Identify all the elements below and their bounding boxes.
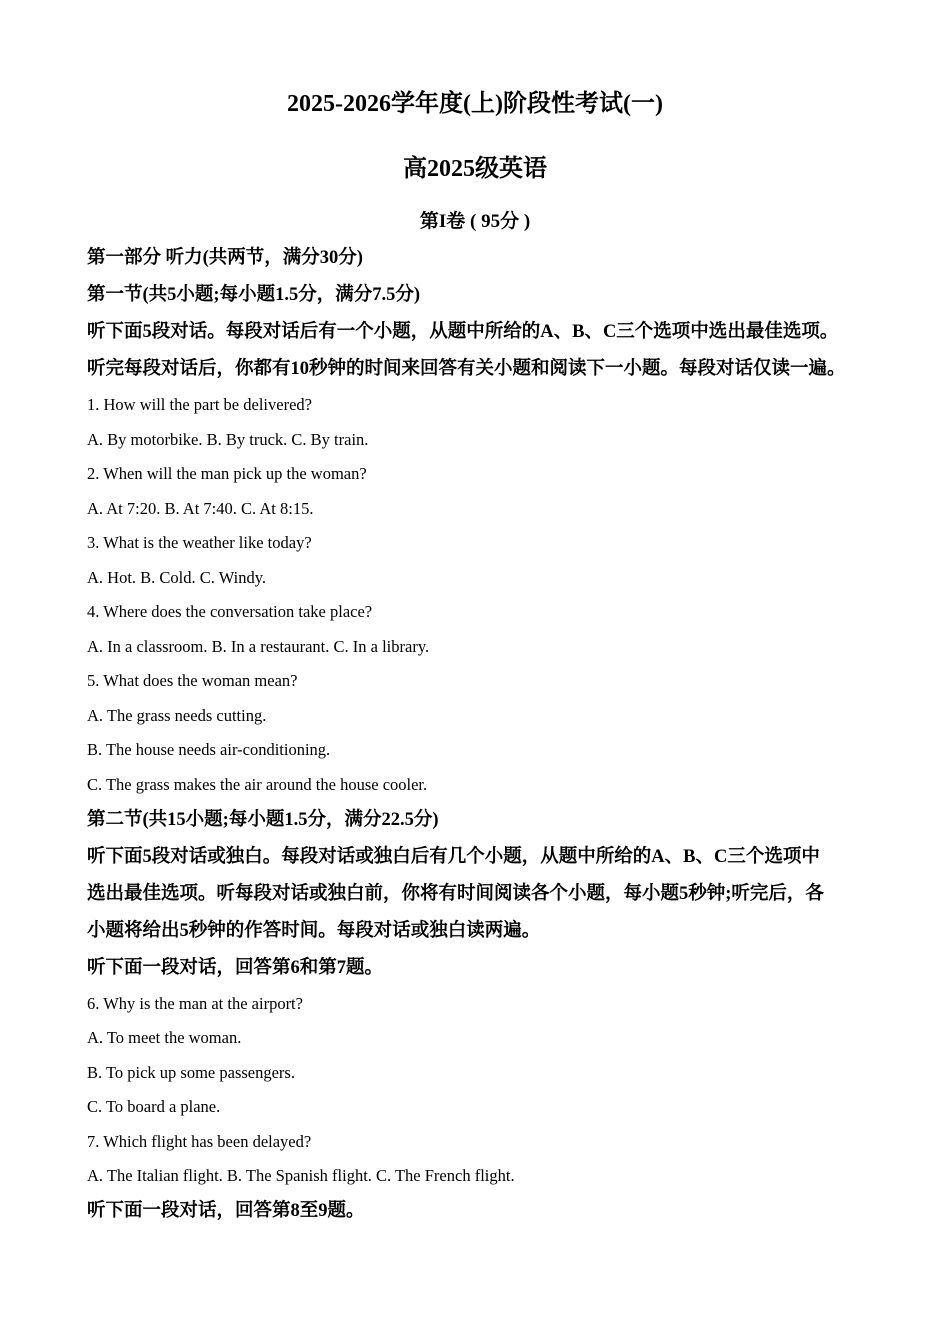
question-4: 4. Where does the conversation take place? (87, 602, 373, 621)
section1-instructions-line: 听完每段对话后，你都有10秒钟的时间来回答有关小题和阅读下一小题。每段对话仅读一遍。 (87, 359, 846, 379)
question-6-option-b: B. To pick up some passengers. (87, 1063, 295, 1082)
course-title: 高2025级英语 (403, 156, 547, 182)
question-4-options: A. In a classroom. B. In a restaurant. C. In a library. (87, 637, 430, 656)
question-3-options: A. Hot. B. Cold. C. Windy. (87, 568, 267, 587)
question-6-option-a: A. To meet the woman. (87, 1028, 242, 1047)
group-1-prompt: 听下面一段对话，回答第6和第7题。 (87, 958, 384, 978)
group-2-prompt: 听下面一段对话，回答第8至9题。 (87, 1201, 365, 1221)
question-3: 3. What is the weather like today? (87, 533, 312, 552)
part1-heading: 第一部分 听力(共两节，满分30分) (87, 248, 363, 268)
volume-title: 第I卷 ( 95分 ) (419, 211, 531, 232)
section2-instructions-line: 小题将给出5秒钟的作答时间。每段对话或独白读两遍。 (87, 921, 541, 941)
section1-heading: 第一节(共5小题;每小题1.5分，满分7.5分) (87, 285, 420, 305)
question-2-options: A. At 7:20. B. At 7:40. C. At 8:15. (87, 499, 314, 518)
section2-instructions-line: 听下面5段对话或独白。每段对话或独白后有几个小题，从题中所给的A、B、C三个选项中 (87, 847, 820, 867)
exam-title: 2025-2026学年度(上)阶段性考试(一) (287, 91, 663, 117)
question-5-option-c: C. The grass makes the air around the house cooler. (87, 775, 428, 794)
section1-instructions-line: 听下面5段对话。每段对话后有一个小题，从题中所给的A、B、C三个选项中选出最佳选项。 (87, 322, 839, 342)
question-5: 5. What does the woman mean? (87, 671, 298, 690)
question-5-option-b: B. The house needs air-conditioning. (87, 740, 331, 759)
question-7: 7. Which flight has been delayed? (87, 1132, 312, 1151)
question-1: 1. How will the part be delivered? (87, 395, 312, 414)
question-2: 2. When will the man pick up the woman? (87, 464, 367, 483)
question-5-option-a: A. The grass needs cutting. (87, 706, 267, 725)
section2-instructions-line: 选出最佳选项。听每段对话或独白前，你将有时间阅读各个小题，每小题5秒钟;听完后，各 (87, 884, 824, 904)
section2-heading: 第二节(共15小题;每小题1.5分，满分22.5分) (87, 810, 439, 830)
question-1-options: A. By motorbike. B. By truck. C. By train. (87, 430, 369, 449)
question-7-options: A. The Italian flight. B. The Spanish flight. C. The French flight. (87, 1166, 515, 1185)
question-6: 6. Why is the man at the airport? (87, 994, 303, 1013)
question-6-option-c: C. To board a plane. (87, 1097, 221, 1116)
